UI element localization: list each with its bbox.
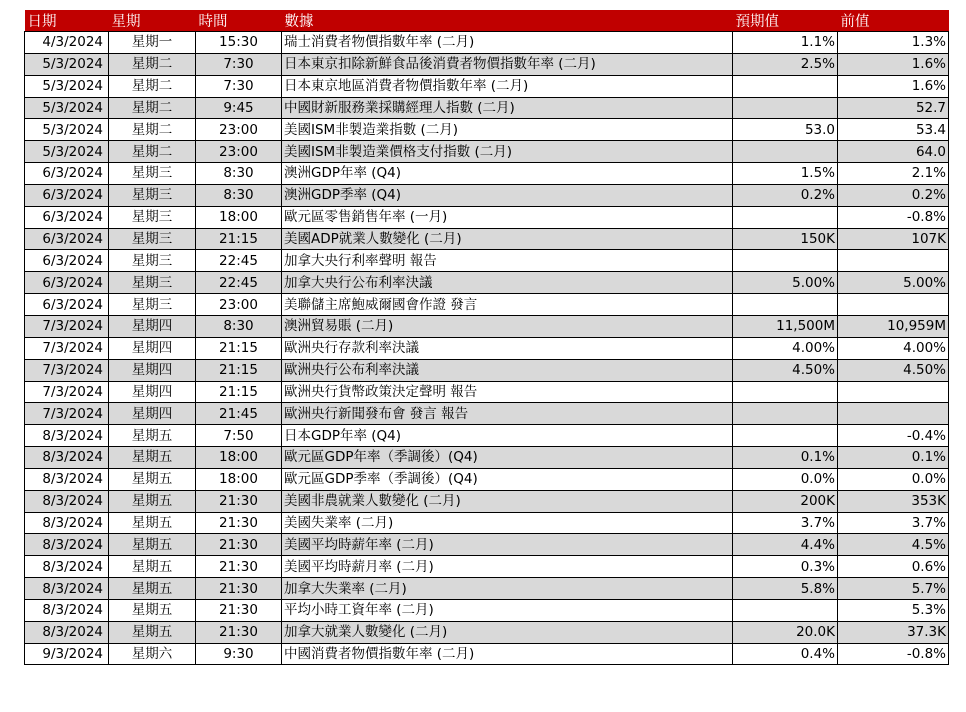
- table-row: [25, 250, 949, 272]
- cell-date: 6/3/2024: [25, 228, 109, 250]
- cell-expected: 0.4%: [733, 643, 838, 665]
- cell-indicator: 加拿大央行公布利率決議: [282, 272, 733, 294]
- cell-date: 6/3/2024: [25, 163, 109, 185]
- cell-expected: 0.2%: [733, 184, 838, 206]
- table-row: [25, 228, 949, 250]
- header-previous: 前值: [838, 10, 949, 32]
- cell-indicator: 美國失業率 (二月): [282, 512, 733, 534]
- cell-date: 8/3/2024: [25, 599, 109, 621]
- cell-indicator: 歐元區GDP年率（季調後）(Q4): [282, 447, 733, 469]
- cell-date: 5/3/2024: [25, 119, 109, 141]
- cell-expected: [733, 250, 838, 272]
- cell-weekday: 星期二: [109, 53, 196, 75]
- cell-time: 8:30: [196, 163, 282, 185]
- cell-time: 23:00: [196, 141, 282, 163]
- cell-time: 21:45: [196, 403, 282, 425]
- table-row: [25, 578, 949, 600]
- cell-date: 8/3/2024: [25, 468, 109, 490]
- cell-date: 7/3/2024: [25, 315, 109, 337]
- cell-time: 18:00: [196, 468, 282, 490]
- cell-previous: -0.8%: [838, 643, 949, 665]
- table-row: [25, 425, 949, 447]
- cell-expected: 200K: [733, 490, 838, 512]
- table-row: [25, 141, 949, 163]
- table-body: [25, 32, 949, 665]
- cell-weekday: 星期五: [109, 512, 196, 534]
- cell-time: 21:30: [196, 534, 282, 556]
- cell-indicator: 加拿大就業人數變化 (二月): [282, 621, 733, 643]
- cell-time: 7:50: [196, 425, 282, 447]
- cell-indicator: 歐洲央行貨幣政策決定聲明 報告: [282, 381, 733, 403]
- cell-indicator: 加拿大失業率 (二月): [282, 578, 733, 600]
- cell-weekday: 星期三: [109, 163, 196, 185]
- cell-weekday: 星期四: [109, 381, 196, 403]
- table-row: [25, 468, 949, 490]
- cell-previous: [838, 294, 949, 316]
- cell-weekday: 星期三: [109, 228, 196, 250]
- cell-time: 15:30: [196, 32, 282, 54]
- cell-date: 4/3/2024: [25, 32, 109, 54]
- cell-indicator: 平均小時工資年率 (二月): [282, 599, 733, 621]
- cell-time: 21:15: [196, 228, 282, 250]
- cell-time: 18:00: [196, 447, 282, 469]
- table-row: [25, 643, 949, 665]
- cell-time: 22:45: [196, 250, 282, 272]
- cell-indicator: 澳洲貿易賬 (二月): [282, 315, 733, 337]
- cell-indicator: 美國平均時薪月率 (二月): [282, 556, 733, 578]
- table-row: [25, 621, 949, 643]
- table-row: [25, 119, 949, 141]
- cell-expected: 1.5%: [733, 163, 838, 185]
- cell-time: 23:00: [196, 119, 282, 141]
- cell-indicator: 日本東京扣除新鮮食品後消費者物價指數年率 (二月): [282, 53, 733, 75]
- cell-previous: 64.0: [838, 141, 949, 163]
- cell-indicator: 瑞士消費者物價指數年率 (二月): [282, 32, 733, 54]
- table-row: [25, 53, 949, 75]
- cell-weekday: 星期四: [109, 337, 196, 359]
- cell-expected: [733, 141, 838, 163]
- cell-weekday: 星期四: [109, 403, 196, 425]
- cell-indicator: 美聯儲主席鮑威爾國會作證 發言: [282, 294, 733, 316]
- cell-weekday: 星期五: [109, 599, 196, 621]
- cell-indicator: 日本東京地區消費者物價指數年率 (二月): [282, 75, 733, 97]
- table-row: [25, 163, 949, 185]
- cell-time: 23:00: [196, 294, 282, 316]
- table-row: [25, 294, 949, 316]
- cell-expected: 11,500M: [733, 315, 838, 337]
- cell-expected: [733, 75, 838, 97]
- cell-expected: 4.4%: [733, 534, 838, 556]
- cell-expected: 4.50%: [733, 359, 838, 381]
- cell-expected: [733, 97, 838, 119]
- cell-expected: [733, 403, 838, 425]
- cell-weekday: 星期二: [109, 97, 196, 119]
- cell-previous: [838, 403, 949, 425]
- cell-weekday: 星期二: [109, 119, 196, 141]
- cell-time: 21:30: [196, 599, 282, 621]
- cell-indicator: 美國平均時薪年率 (二月): [282, 534, 733, 556]
- cell-expected: 1.1%: [733, 32, 838, 54]
- cell-date: 8/3/2024: [25, 578, 109, 600]
- cell-date: 5/3/2024: [25, 141, 109, 163]
- cell-time: 21:30: [196, 578, 282, 600]
- cell-expected: 2.5%: [733, 53, 838, 75]
- cell-date: 8/3/2024: [25, 621, 109, 643]
- cell-previous: 353K: [838, 490, 949, 512]
- cell-previous: 107K: [838, 228, 949, 250]
- cell-weekday: 星期三: [109, 250, 196, 272]
- cell-indicator: 美國ADP就業人數變化 (二月): [282, 228, 733, 250]
- cell-previous: 5.3%: [838, 599, 949, 621]
- cell-previous: 4.5%: [838, 534, 949, 556]
- cell-date: 5/3/2024: [25, 97, 109, 119]
- cell-time: 7:30: [196, 53, 282, 75]
- cell-expected: 0.0%: [733, 468, 838, 490]
- cell-indicator: 美國非農就業人數變化 (二月): [282, 490, 733, 512]
- table-row: [25, 556, 949, 578]
- cell-weekday: 星期五: [109, 621, 196, 643]
- header-data: 數據: [282, 10, 733, 32]
- cell-previous: 5.7%: [838, 578, 949, 600]
- header-time: 時間: [196, 10, 282, 32]
- table-row: [25, 534, 949, 556]
- cell-expected: 4.00%: [733, 337, 838, 359]
- table-row: [25, 97, 949, 119]
- cell-time: 18:00: [196, 206, 282, 228]
- cell-expected: 53.0: [733, 119, 838, 141]
- table-row: [25, 359, 949, 381]
- cell-time: 21:15: [196, 337, 282, 359]
- cell-time: 8:30: [196, 315, 282, 337]
- cell-weekday: 星期五: [109, 447, 196, 469]
- table-row: [25, 315, 949, 337]
- cell-time: 21:30: [196, 621, 282, 643]
- cell-previous: 5.00%: [838, 272, 949, 294]
- economic-calendar-table: [24, 10, 949, 665]
- cell-date: 7/3/2024: [25, 381, 109, 403]
- cell-previous: 10,959M: [838, 315, 949, 337]
- cell-date: 8/3/2024: [25, 534, 109, 556]
- cell-indicator: 加拿大央行利率聲明 報告: [282, 250, 733, 272]
- cell-previous: 0.6%: [838, 556, 949, 578]
- table-row: [25, 512, 949, 534]
- cell-indicator: 歐洲央行存款利率決議: [282, 337, 733, 359]
- cell-time: 9:45: [196, 97, 282, 119]
- cell-weekday: 星期二: [109, 75, 196, 97]
- table-row: [25, 490, 949, 512]
- cell-weekday: 星期六: [109, 643, 196, 665]
- cell-date: 8/3/2024: [25, 425, 109, 447]
- cell-time: 8:30: [196, 184, 282, 206]
- table-row: [25, 272, 949, 294]
- cell-date: 5/3/2024: [25, 75, 109, 97]
- cell-weekday: 星期四: [109, 359, 196, 381]
- cell-time: 21:30: [196, 556, 282, 578]
- cell-previous: [838, 381, 949, 403]
- cell-indicator: 歐元區GDP季率（季調後）(Q4): [282, 468, 733, 490]
- cell-indicator: 美國ISM非製造業價格支付指數 (二月): [282, 141, 733, 163]
- cell-weekday: 星期一: [109, 32, 196, 54]
- cell-date: 5/3/2024: [25, 53, 109, 75]
- header-expected: 預期值: [733, 10, 838, 32]
- cell-indicator: 歐洲央行新聞發布會 發言 報告: [282, 403, 733, 425]
- table-row: [25, 206, 949, 228]
- table-row: [25, 403, 949, 425]
- cell-time: 9:30: [196, 643, 282, 665]
- table-row: [25, 337, 949, 359]
- cell-time: 22:45: [196, 272, 282, 294]
- cell-previous: 1.6%: [838, 75, 949, 97]
- cell-time: 21:15: [196, 381, 282, 403]
- cell-expected: 5.8%: [733, 578, 838, 600]
- cell-weekday: 星期四: [109, 315, 196, 337]
- cell-indicator: 日本GDP年率 (Q4): [282, 425, 733, 447]
- cell-date: 8/3/2024: [25, 490, 109, 512]
- table-row: [25, 32, 949, 54]
- cell-previous: 0.1%: [838, 447, 949, 469]
- cell-date: 6/3/2024: [25, 294, 109, 316]
- table-row: [25, 447, 949, 469]
- cell-date: 8/3/2024: [25, 512, 109, 534]
- cell-previous: 0.2%: [838, 184, 949, 206]
- cell-date: 8/3/2024: [25, 556, 109, 578]
- cell-weekday: 星期五: [109, 534, 196, 556]
- cell-previous: 4.00%: [838, 337, 949, 359]
- cell-indicator: 歐元區零售銷售年率 (一月): [282, 206, 733, 228]
- cell-weekday: 星期三: [109, 294, 196, 316]
- cell-date: 6/3/2024: [25, 184, 109, 206]
- cell-date: 8/3/2024: [25, 447, 109, 469]
- cell-previous: 0.0%: [838, 468, 949, 490]
- cell-indicator: 美國ISM非製造業指數 (二月): [282, 119, 733, 141]
- cell-weekday: 星期五: [109, 556, 196, 578]
- cell-indicator: 歐洲央行公布利率決議: [282, 359, 733, 381]
- cell-date: 6/3/2024: [25, 206, 109, 228]
- cell-previous: 4.50%: [838, 359, 949, 381]
- cell-weekday: 星期五: [109, 425, 196, 447]
- cell-expected: 0.1%: [733, 447, 838, 469]
- cell-expected: 5.00%: [733, 272, 838, 294]
- cell-weekday: 星期五: [109, 578, 196, 600]
- cell-indicator: 中國財新服務業採購經理人指數 (二月): [282, 97, 733, 119]
- cell-date: 6/3/2024: [25, 272, 109, 294]
- header-weekday: 星期: [109, 10, 196, 32]
- header-row: [25, 10, 949, 32]
- cell-weekday: 星期五: [109, 468, 196, 490]
- cell-indicator: 中國消費者物價指數年率 (二月): [282, 643, 733, 665]
- header-date: 日期: [25, 10, 109, 32]
- cell-previous: 2.1%: [838, 163, 949, 185]
- cell-date: 7/3/2024: [25, 337, 109, 359]
- cell-date: 6/3/2024: [25, 250, 109, 272]
- cell-indicator: 澳洲GDP年率 (Q4): [282, 163, 733, 185]
- cell-time: 21:30: [196, 490, 282, 512]
- cell-date: 7/3/2024: [25, 403, 109, 425]
- cell-indicator: 澳洲GDP季率 (Q4): [282, 184, 733, 206]
- cell-time: 21:30: [196, 512, 282, 534]
- table-row: [25, 599, 949, 621]
- cell-expected: [733, 425, 838, 447]
- cell-previous: 1.6%: [838, 53, 949, 75]
- cell-expected: [733, 599, 838, 621]
- cell-previous: 3.7%: [838, 512, 949, 534]
- cell-previous: 1.3%: [838, 32, 949, 54]
- cell-time: 21:15: [196, 359, 282, 381]
- cell-expected: 0.3%: [733, 556, 838, 578]
- cell-expected: [733, 294, 838, 316]
- cell-expected: [733, 381, 838, 403]
- cell-time: 7:30: [196, 75, 282, 97]
- cell-date: 7/3/2024: [25, 359, 109, 381]
- cell-date: 9/3/2024: [25, 643, 109, 665]
- cell-previous: [838, 250, 949, 272]
- cell-weekday: 星期二: [109, 141, 196, 163]
- cell-weekday: 星期三: [109, 206, 196, 228]
- cell-expected: 3.7%: [733, 512, 838, 534]
- cell-previous: 37.3K: [838, 621, 949, 643]
- table-row: [25, 75, 949, 97]
- cell-expected: 20.0K: [733, 621, 838, 643]
- table-row: [25, 184, 949, 206]
- cell-expected: 150K: [733, 228, 838, 250]
- cell-weekday: 星期三: [109, 272, 196, 294]
- cell-previous: -0.4%: [838, 425, 949, 447]
- cell-previous: 52.7: [838, 97, 949, 119]
- cell-previous: -0.8%: [838, 206, 949, 228]
- table-row: [25, 381, 949, 403]
- cell-weekday: 星期三: [109, 184, 196, 206]
- cell-previous: 53.4: [838, 119, 949, 141]
- cell-expected: [733, 206, 838, 228]
- cell-weekday: 星期五: [109, 490, 196, 512]
